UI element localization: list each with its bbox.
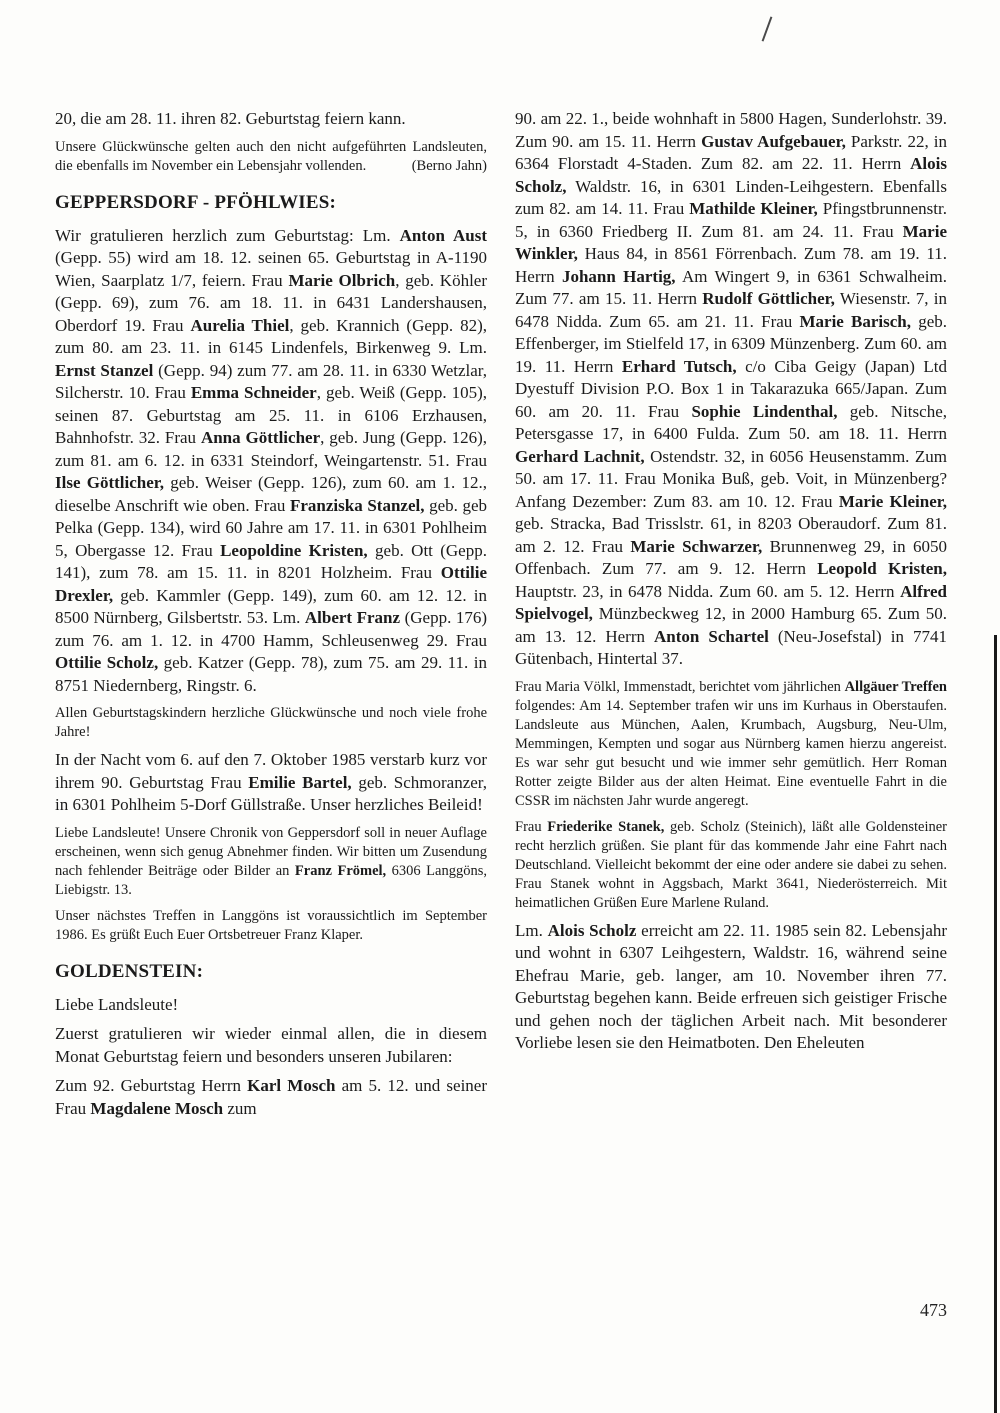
paragraph <box>55 994 487 1017</box>
emphasized-name: Ernst Stanzel <box>55 360 154 380</box>
text-run: c/o Ciba Geigy (Japan) Ltd Dyestuff Division P.O. Box 1 in Takarazuka 665/Japan. Zum 60. am 20. 11. Frau <box>515 356 947 421</box>
paragraph <box>55 749 487 817</box>
paragraph <box>55 1023 487 1068</box>
text-run: 20, die am 28. 11. ihren 82. Geburtstag feiern kann. <box>55 109 406 128</box>
paragraph <box>55 138 487 176</box>
emphasized-name: Johann Hartig, <box>561 266 676 286</box>
text-run: Frau <box>515 818 548 835</box>
paragraph <box>55 108 487 131</box>
emphasized-name: Anton Aust <box>399 225 487 245</box>
paragraph <box>55 824 487 900</box>
text-run: Liebe Landsleute! Unsere Chronik von Geppersdorf soll in neuer Auflage erscheinen, wenn sich genug Abnehmer finden. Wir bitten um Zusendung nach fehlender Beiträge oder Bilder an <box>55 824 487 879</box>
text-run: Zum 92. Geburtstag Herrn <box>55 1076 248 1095</box>
emphasized-name: Ottilie Drexler, <box>55 563 487 605</box>
section-heading <box>55 961 487 983</box>
paragraph <box>515 108 947 671</box>
text-run: GEPPERSDORF - PFÖHLWIES: <box>55 191 337 213</box>
emphasized-name: Erhard Tutsch, <box>621 356 737 376</box>
emphasized-name: Rudolf Göttlicher, <box>702 289 835 308</box>
text-run: Haus 84, in 8561 Förrenbach. Zum 78. am 19. 11. Herrn <box>515 244 947 286</box>
scan-edge-artifact <box>994 635 997 1413</box>
emphasized-name: Marie Barisch, <box>799 311 912 331</box>
text-run: Hauptstr. 23, in 6478 Nidda. Zum 60. am 5. 12. Herrn <box>515 581 901 601</box>
text-run: Lm. <box>515 920 548 940</box>
text-run: , geb. Krannich (Gepp. 82), zum 80. am 23. 11. in 6145 Lindenfels, Birkenweg 9. Lm. <box>55 315 487 357</box>
emphasized-name: Anton Schartel <box>654 626 769 646</box>
text-run: Ostendstr. 32, in 6056 Heusenstamm. Zum 50. am 17. 11. Frau Monika Buß, geb. Voit, in Münzenberg? Anfang Dezember: Zum 83. am 10. 12. Frau <box>515 446 947 511</box>
emphasized-name: Emma Schneider <box>190 383 317 402</box>
text-run: Pfingstbrunnenstr. 5, in 6360 Friedberg II. Zum 81. am 24. 11. Frau <box>515 199 947 241</box>
page-number: 473 <box>920 1300 947 1320</box>
emphasized-name: Allgäuer Treffen <box>844 678 947 695</box>
emphasized-name: Alois Scholz, <box>515 154 947 196</box>
text-run: Waldstr. 16, in 6301 Linden-Leihgestern. Ebenfalls zum 82. am 14. 11. Frau <box>515 176 947 218</box>
emphasized-name: Magdalene Mosch <box>90 1098 224 1118</box>
scan-slash-artifact <box>762 16 773 41</box>
text-run: , geb. Weiß (Gepp. 105), seinen 87. Geburtstag am 25. 11. in 6106 Erzhausen, Bahnhofstr. 32. Frau <box>55 383 487 447</box>
emphasized-name: Anna Göttlicher <box>200 428 321 447</box>
emphasized-name: Ottilie Scholz, <box>55 653 159 672</box>
text-run: erreicht am 22. 11. 1985 sein 82. Lebensjahr und wohnt in 6307 Leihgestern, Waldstr. 16, während seine Ehefrau Marie, geb. langer, am 10. November ihren 77. Geburtstag begehen kann. Beide erfreuen sich geistiger Frische und gehen noch der täglichen Arbeit nach. Mit besonderer Vorliebe lesen sie den Heimatboten. Den Eheleuten <box>515 920 948 1052</box>
emphasized-name: Albert Franz <box>304 608 401 627</box>
text-run: , geb. Jung (Gepp. 126), zum 81. am 6. 12. in 6331 Steindorf, Weingartenstr. 51. Frau <box>55 428 487 470</box>
text-run: Zuerst gratulieren wir wieder einmal allen, die in diesem Monat Geburtstag feiern und besonders unseren Jubilaren: <box>55 1024 487 1066</box>
emphasized-name: Sophie Lindenthal, <box>691 401 838 421</box>
text-run: geb. geb Pelka (Gepp. 134), wird 60 Jahre am 17. 11. in 6301 Pohlheim 5, Obergasse 12. Frau <box>55 495 488 560</box>
text-run: (Gepp. 94) zum 77. am 28. 11. in 6330 Wetzlar, Silcherstr. 10. Frau <box>55 360 488 402</box>
emphasized-name: Emilie Bartel, <box>248 772 352 792</box>
text-run: Am Wingert 9, in 6361 Schwalheim. Zum 77. am 15. 11. Herrn <box>515 266 947 308</box>
text-run: Brunnenweg 29, in 6050 Offenbach. Zum 77. am 9. 12. Herrn <box>515 536 947 578</box>
text-run: geb. Stracka, Bad Trisslstr. 61, in 8203 Oberaudorf. Zum 81. am 2. 12. Frau <box>515 514 947 556</box>
text-run: Unser nächstes Treffen in Langgöns ist voraussichtlich im September 1986. Es grüßt Euch Euer Ortsbetreuer Franz Klaper. <box>55 907 487 943</box>
text-run: geb. Scholz (Steinich), läßt alle Goldensteiner recht herzlich grüßen. Sie plant für das kommende Jahr eine Fahrt nach Deutschland. Vielleicht bekommt der eine oder andere sie dabei zu sehen. Frau Stanek wohnt in Aggsbach, Markt 3641, Niederösterreich. Mit heimatlichen Grüßen Eure Marlene Ruland. <box>515 818 947 911</box>
text-run: (Gepp. 176) zum 76. am 1. 12. in 4700 Hamm, Schleusenweg 29. Frau <box>55 608 487 650</box>
emphasized-name: Leopoldine Kristen, <box>220 540 368 560</box>
emphasized-name: Franz Frömel, <box>294 862 387 879</box>
emphasized-name: Ilse Göttlicher, <box>55 473 164 492</box>
text-run: folgendes: Am 14. September trafen wir uns im Kurhaus in Oberstaufen. Landsleute aus München, Aalen, Krumbach, Augsburg, Neu-Ulm, Memmingen, Kempten und sogar aus Nürnberg kamen hierzu angereist. Es war sehr gut besucht und wie immer sehr gemütlich. Herr Roman Rotter zeigte Bilder aus der alten Heimat. Eine eventuelle Fahrt in die CSSR im nächsten Jahr wurde angeregt. <box>515 697 947 809</box>
emphasized-name: Marie Schwarzer, <box>630 536 763 556</box>
paragraph <box>515 818 947 913</box>
emphasized-name: Gerhard Lachnit, <box>515 446 645 466</box>
text-run: Wir gratulieren herzlich zum Geburtstag: Lm. <box>55 225 400 245</box>
text-run: geb. Kammler (Gepp. 149), zum 60. am 12. 12. in 8500 Nürnberg, Gilsbertstr. 53. Lm. <box>55 585 487 627</box>
text-run: In der Nacht vom 6. auf den 7. Oktober 1985 verstarb kurz vor ihrem 90. Geburtstag Frau <box>55 750 487 792</box>
text-run: (Gepp. 55) wird am 18. 12. seinen 65. Geburtstag in A-1190 Wien, Saarplatz 1/7, feiern. Frau <box>55 248 487 290</box>
text-run: Wiesenstr. 7, in 6478 Nidda. Zum 65. am 21. 11. Frau <box>515 289 947 331</box>
text-run: geb. Schmoranzer, in 6301 Pohlheim 5-Dorf Güllstraße. Unser herzliches Beileid! <box>55 772 488 814</box>
emphasized-name: Marie Olbrich <box>288 270 396 290</box>
emphasized-name: Mathilde Kleiner, <box>689 199 818 218</box>
text-run: Unsere Glückwünsche gelten auch den nicht aufgeführten Landsleuten, die ebenfalls im November ein Lebensjahr vollenden. <box>55 138 487 174</box>
byline: (Berno Jahn) <box>411 157 487 174</box>
text-run: geb. Weiser (Gepp. 126), zum 60. am 1. 12., dieselbe Anschrift wie oben. Frau <box>55 473 487 515</box>
right-column <box>515 108 947 1127</box>
emphasized-name: Franziska Stanzel, <box>290 495 425 515</box>
text-run: Liebe Landsleute! <box>55 994 179 1014</box>
text-run: am 5. 12. und seiner Frau <box>55 1076 488 1118</box>
page-body <box>55 108 947 1127</box>
text-run: geb. Effenberger, im Stielfeld 17, in 6309 Münzenberg. Zum 60. am 19. 11. Herrn <box>515 311 948 376</box>
emphasized-name: Gustav Aufgebauer, <box>701 131 846 151</box>
emphasized-name: Leopold Kristen, <box>817 559 947 578</box>
text-run: geb. Ott (Gepp. 141), zum 78. am 15. 11. in 8201 Holzheim. Frau <box>55 540 487 582</box>
emphasized-name: Karl Mosch <box>247 1076 336 1095</box>
text-run: Allen Geburtstagskindern herzliche Glückwünsche und noch viele frohe Jahre! <box>55 705 487 740</box>
paragraph <box>55 225 487 698</box>
text-run: 6306 Langgöns, Liebigstr. 13. <box>55 862 487 898</box>
paragraph <box>55 1075 487 1120</box>
emphasized-name: Aurelia Thiel <box>190 315 290 335</box>
text-run: geb. Katzer (Gepp. 78), zum 75. am 29. 11. in 8751 Niedernberg, Ringstr. 6. <box>55 653 487 695</box>
paragraph <box>515 678 947 811</box>
text-run: GOLDENSTEIN: <box>55 960 204 982</box>
text-run: , geb. Köhler (Gepp. 69), zum 76. am 18. 11. in 6431 Landershausen, Oberdorf 19. Frau <box>55 270 487 335</box>
emphasized-name: Marie Kleiner, <box>838 491 948 511</box>
emphasized-name: Marie Winkler, <box>515 221 947 263</box>
paragraph <box>55 907 487 945</box>
emphasized-name: Alfred Spielvogel, <box>515 581 947 623</box>
left-column <box>55 108 487 1127</box>
text-run: zum <box>223 1098 257 1118</box>
text-run: Parkstr. 22, in 6364 Florstadt 4-Staden. Zum 82. am 22. 11. Herrn <box>515 131 947 173</box>
text-run: geb. Nitsche, Petersgasse 17, in 6400 Fulda. Zum 50. am 18. 11. Herrn <box>515 401 947 443</box>
emphasized-name: Alois Scholz <box>547 920 637 940</box>
paragraph <box>515 920 947 1055</box>
paragraph <box>55 704 487 742</box>
text-run: Frau Maria Völkl, Immenstadt, berichtet vom jährlichen <box>515 678 845 695</box>
text-run: Münzbeckweg 12, in 2000 Hamburg 65. Zum 50. am 13. 12. Herrn <box>515 604 947 646</box>
text-run: (Neu-Josefstal) in 7741 Gütenbach, Hintertal 37. <box>515 626 947 668</box>
text-run: 90. am 22. 1., beide wohnhaft in 5800 Hagen, Sunderlohstr. 39. Zum 90. am 15. 11. Herrn <box>515 109 947 151</box>
emphasized-name: Friederike Stanek, <box>547 818 665 835</box>
section-heading <box>55 192 487 214</box>
